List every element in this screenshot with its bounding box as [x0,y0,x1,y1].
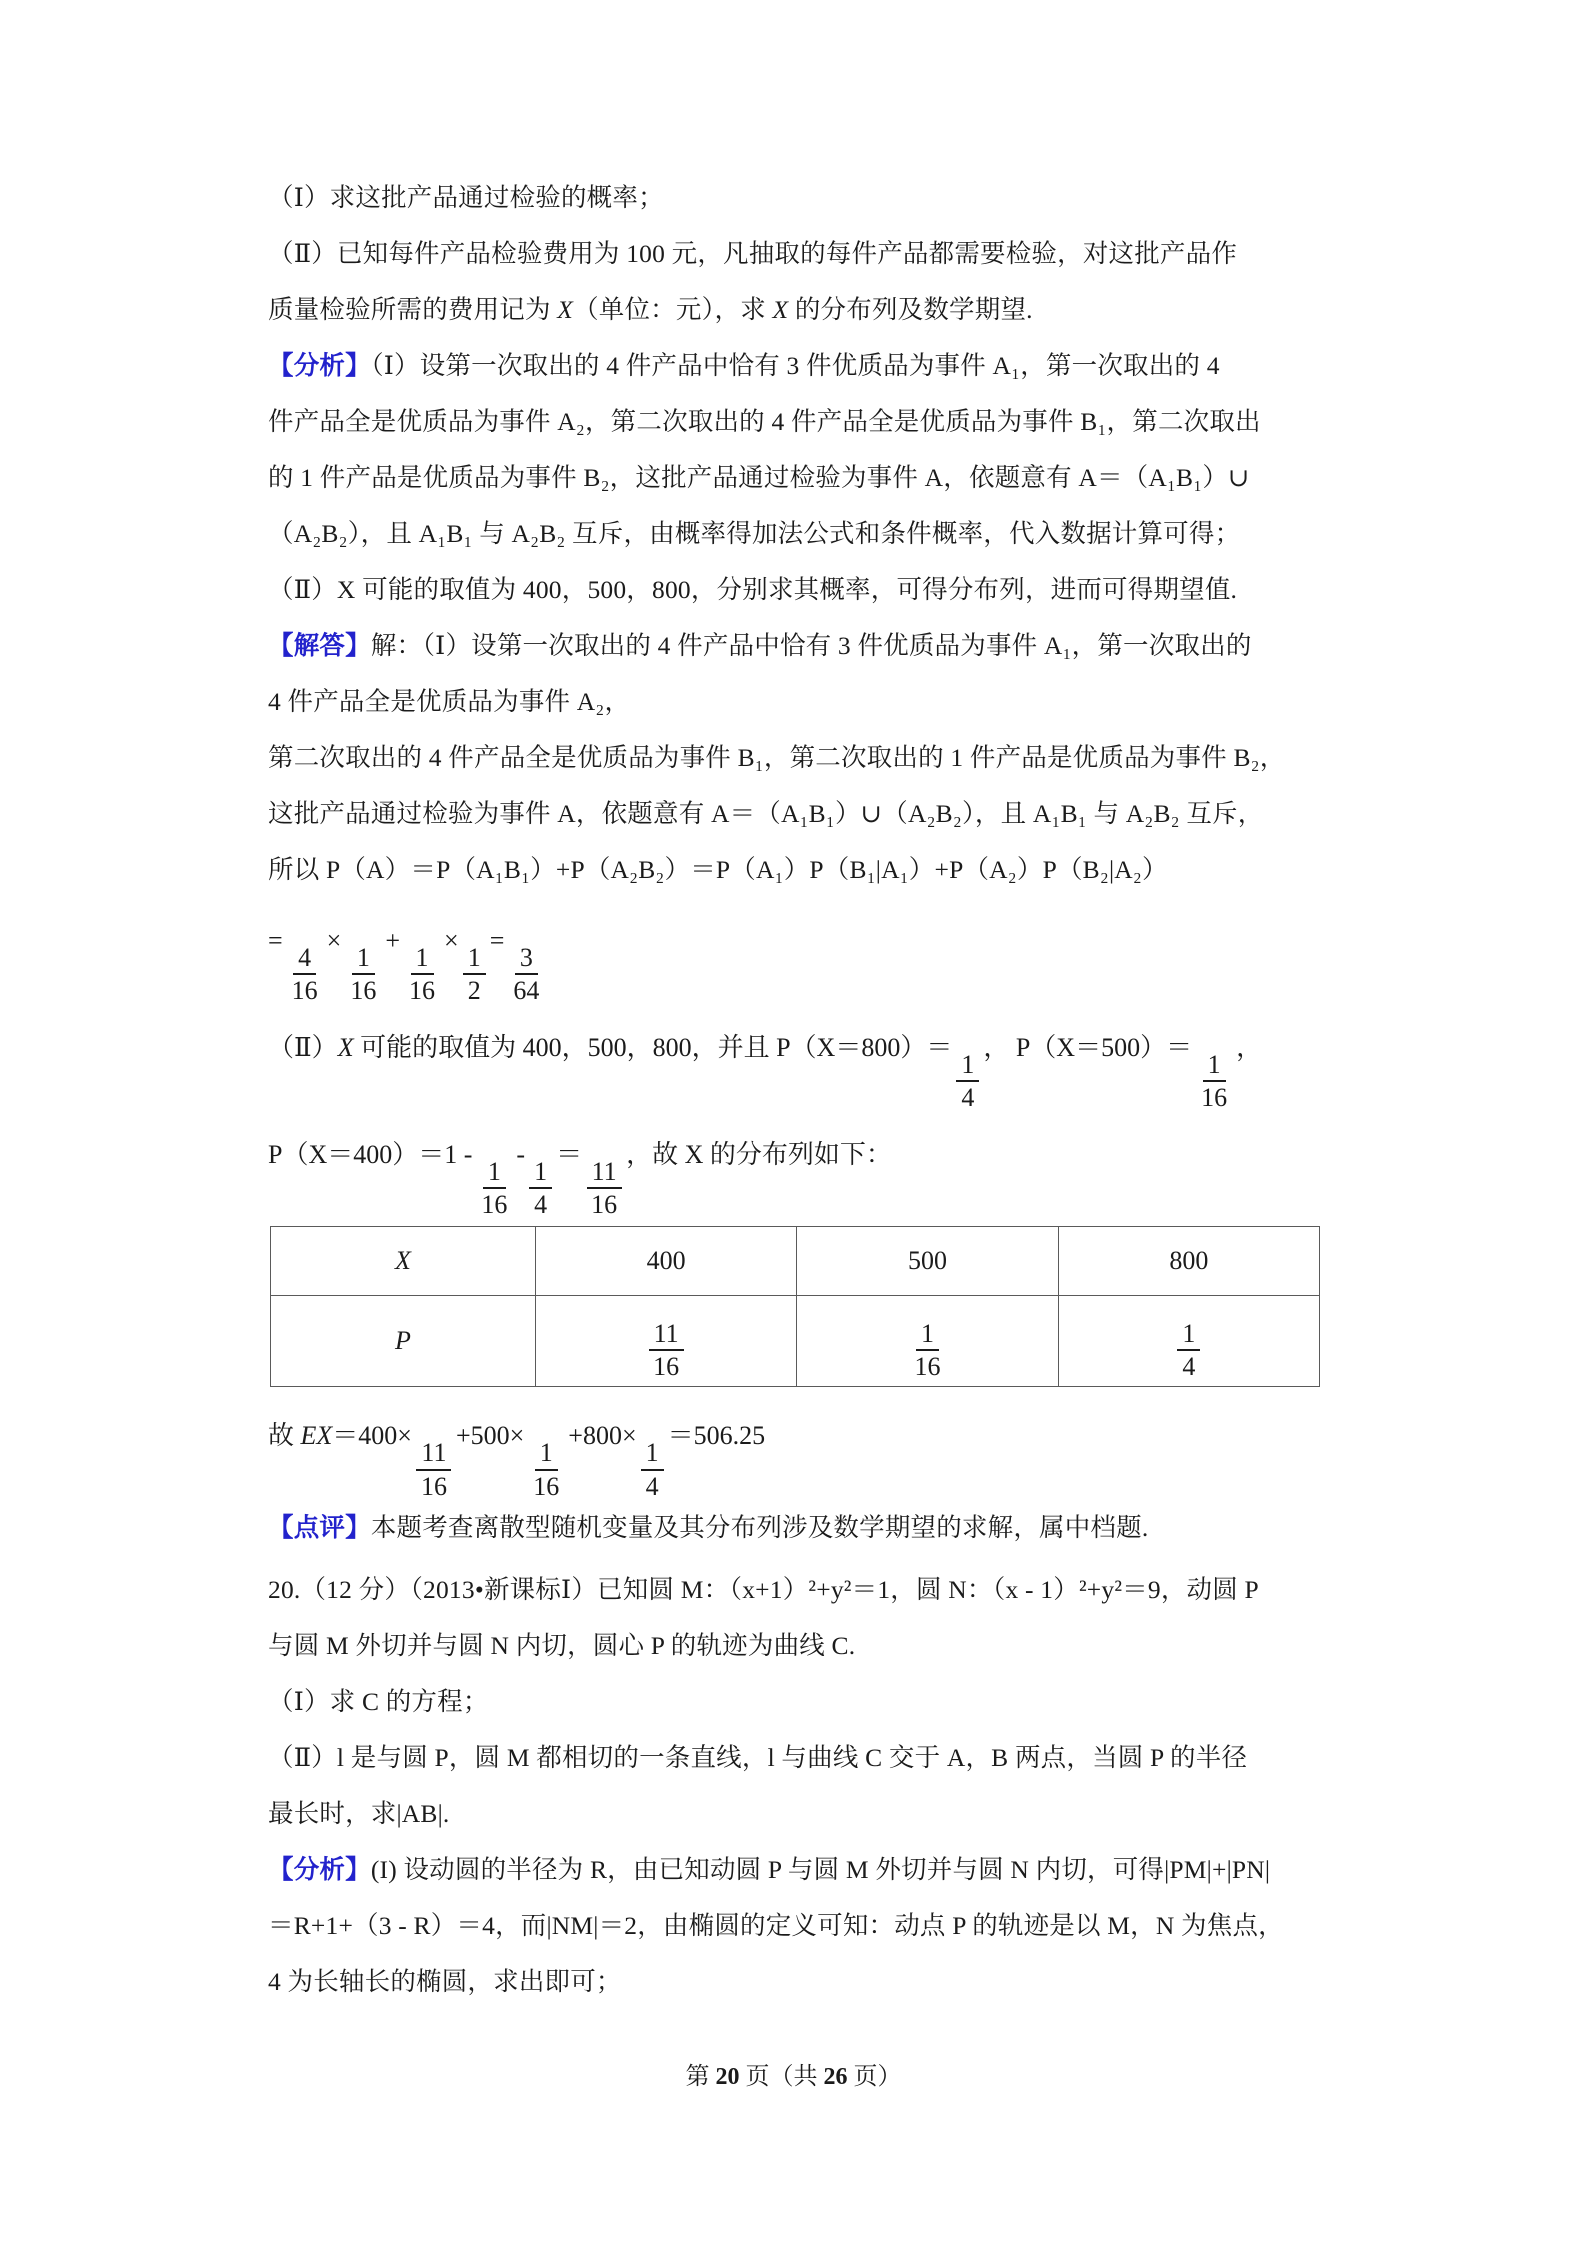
footer-middle: 页（共 [739,2064,824,2090]
table-cell-p-800 [1058,1296,1319,1387]
px800-label: P（X＝800）＝ [776,1032,953,1062]
solution19-line2: 4 件产品全是优质品为事件 A₂， [268,687,631,716]
q20-points: （12 分） [300,1575,411,1604]
px400-line [268,1112,1338,1219]
table-cell-p-header: P [271,1296,536,1387]
q19-part2-line2-c: 的分布列及数学期望. [788,295,1033,324]
table-cell-x-800: 800 [1058,1227,1319,1296]
fraction-p-500: $\frac{1}{16}$ [914,1319,941,1382]
analysis19-line2: 件产品全是优质品为事件 A₂，第二次取出的 4 件产品全是优质品为事件 B₁，第二次取出 [268,407,1261,436]
px400-tail: ，故 X 的分布列如下： [626,1139,892,1169]
table-row-p [271,1296,1320,1387]
fraction-px500: $\frac{1}{16}$ [1201,1049,1228,1113]
q19-part1: （Ⅰ）求这批产品通过检验的概率； [268,183,664,212]
analysis-label-19: 【分析】 [268,351,371,380]
solution19-line1 [268,618,1338,674]
px500-tail: ， [1236,1032,1263,1062]
var-x-2: X [772,295,789,324]
fraction-ex-1-4: $\frac{1}{4}$ [641,1439,664,1500]
footer-page-number: 20 [715,2064,740,2090]
var-x-3: X [337,1032,354,1062]
fraction-p-800: $\frac{1}{4}$ [1177,1320,1200,1381]
fraction-1-16-a: $\frac{1}{16}$ [350,943,377,1006]
analysis20-line1 [268,1842,1338,1898]
q19-part2-line2-a: 质量检验所需的费用记为 [268,295,558,324]
table-cell-p-400 [536,1296,797,1387]
q20-part1: （Ⅰ）求 C 的方程； [268,1687,489,1716]
fraction-ex-1-16: $\frac{1}{16}$ [533,1438,560,1501]
fraction-3-64: $\frac{3}{64}$ [513,943,540,1006]
solution19-line3: 第二次取出的 4 件产品全是优质品为事件 B₁，第二次取出的 1 件产品是优质品为事件 B₂， [268,743,1286,772]
part2-text: 可能的取值为 400，500，800，并且 [353,1032,777,1062]
comment19-line [268,1500,1338,1556]
expectation-result: ＝506.25 [667,1421,766,1451]
solution19-line4: 这批产品通过检验为事件 A，依题意有 A＝（A₁B₁）∪（A₂B₂），且 A₁B₁ 与 A₂B₂ 互斥， [268,799,1264,828]
analysis19-line4: （A₂B₂），且 A₁B₁ 与 A₂B₂ 互斥，由概率得加法公式和条件概率，代入数据计算可得； [268,519,1241,548]
q19-part2-line2-b: （单位：元），求 [573,295,773,324]
eq-op-1: × [326,926,342,955]
fraction-px400-t1: $\frac{1}{16}$ [481,1156,508,1219]
eq-op-0: = [268,926,283,955]
solution19-line5: 所以 P（A）＝P（A₁B₁）+P（A₂B₂）＝P（A₁）P（B₁|A₁）+P（A₂）P（B₂|A₂） [268,855,1168,884]
page-footer [0,2056,1587,2091]
var-x-1: X [557,295,574,324]
fraction-p-400: $\frac{11}{16}$ [648,1320,684,1381]
table-cell-p-500 [797,1296,1058,1387]
analysis20-line2: ＝R+1+（3 - R）＝4，而|NM|＝2，由椭圆的定义可知：动点 P 的轨迹是以 M，N 为焦点， [268,1911,1284,1940]
page-content [268,170,1338,2010]
analysis19-line1 [268,338,1338,394]
eq-op-4: = [489,926,505,955]
analysis19-line5: （Ⅱ）X 可能的取值为 400，500，800，分别求其概率，可得分布列，进而可得期望值. [268,575,1238,604]
px400-eq: ＝ [556,1139,583,1169]
q20-source: （2013•新课标Ⅰ） [410,1575,598,1604]
solution19-text1: （Ⅰ）设第一次取出的 4 件产品中恰有 3 件优质品为事件 A₁，第一次取出的 [422,631,1252,660]
fraction-px400-result: $\frac{11}{16}$ [586,1158,622,1219]
analysis19-line3: 的 1 件产品是优质品为事件 B₂，这批产品通过检验为事件 A，依题意有 A＝（A₁B₁）∪ [268,463,1250,492]
table-cell-x-500: 500 [797,1227,1058,1296]
analysis20-line3: 4 为长轴长的椭圆，求出即可； [268,1967,622,1996]
analysis19-text1: （Ⅰ）设第一次取出的 4 件产品中恰有 3 件优质品为事件 A₁，第一次取出的 4 [370,351,1220,380]
expectation-eq2: +500× [455,1421,525,1451]
q20-part2-line2: 最长时，求|AB|. [268,1799,450,1828]
eq-op-3: × [444,926,459,955]
probability-equation [268,898,1338,1005]
analysis-label-20: 【分析】 [268,1855,371,1884]
analysis20-text1: (I) 设动圆的半径为 R，由已知动圆 P 与圆 M 外切并与圆 N 内切，可得|PM|+|PN| [370,1855,1271,1884]
px400-minus: - [516,1139,526,1169]
footer-prefix: 第 [685,2064,716,2090]
q20-stem-line1 [268,1562,1338,1618]
table-cell-x-header: X [271,1227,536,1296]
q19-part2-line1: （Ⅱ）已知每件产品检验费用为 100 元，凡抽取的每件产品都需要检验，对这批产品作 [268,239,1238,268]
comment19-text: 本题考查离散型随机变量及其分布列涉及数学期望的求解，属中档题. [370,1513,1149,1542]
eq-op-2: + [385,926,401,955]
q20-stem-line2: 与圆 M 外切并与圆 N 内切，圆心 P 的轨迹为曲线 C. [268,1631,856,1660]
expectation-eq1: ＝400× [332,1421,412,1451]
q20-number: 20. [268,1575,301,1604]
fraction-px800: $\frac{1}{4}$ [956,1051,979,1112]
px400-label: P（X＝400）＝1 - [268,1139,473,1169]
px500-label: ， P（X＝500）＝ [983,1032,1193,1062]
expectation-symbol: EX [300,1421,333,1451]
fraction-4-16: $\frac{4}{16}$ [291,943,318,1006]
table-cell-x-400: 400 [536,1227,797,1296]
solution-label-19: 【解答】 [268,631,371,660]
fraction-px400-t2: $\frac{1}{4}$ [529,1158,552,1219]
footer-suffix: 页） [847,2064,902,2090]
comment-label-19: 【点评】 [268,1513,371,1542]
solution19-prefix: 解： [370,631,423,660]
expectation-line [268,1393,1338,1500]
distribution-table [270,1226,1320,1387]
fraction-1-16-b: $\frac{1}{16}$ [409,943,436,1006]
fraction-1-2: $\frac{1}{2}$ [463,944,486,1005]
fraction-ex-11-16: $\frac{11}{16}$ [416,1439,452,1500]
part2-probabilities-line [268,1005,1338,1112]
footer-total-pages: 26 [823,2064,848,2090]
q20-stem-text1: 已知圆 M：（x+1）²+y²＝1，圆 N：（x - 1）²+y²＝9，动圆 P [597,1575,1259,1604]
part2-prefix: （Ⅱ） [268,1032,338,1062]
expectation-eq3: +800× [568,1421,637,1451]
q20-part2-line1: （Ⅱ）l 是与圆 P，圆 M 都相切的一条直线，l 与曲线 C 交于 A，B 两点，当圆 P 的半径 [268,1743,1248,1772]
q19-part2-line2 [268,282,1338,338]
table-row-x [271,1227,1320,1296]
expectation-prefix: 故 [268,1421,301,1451]
